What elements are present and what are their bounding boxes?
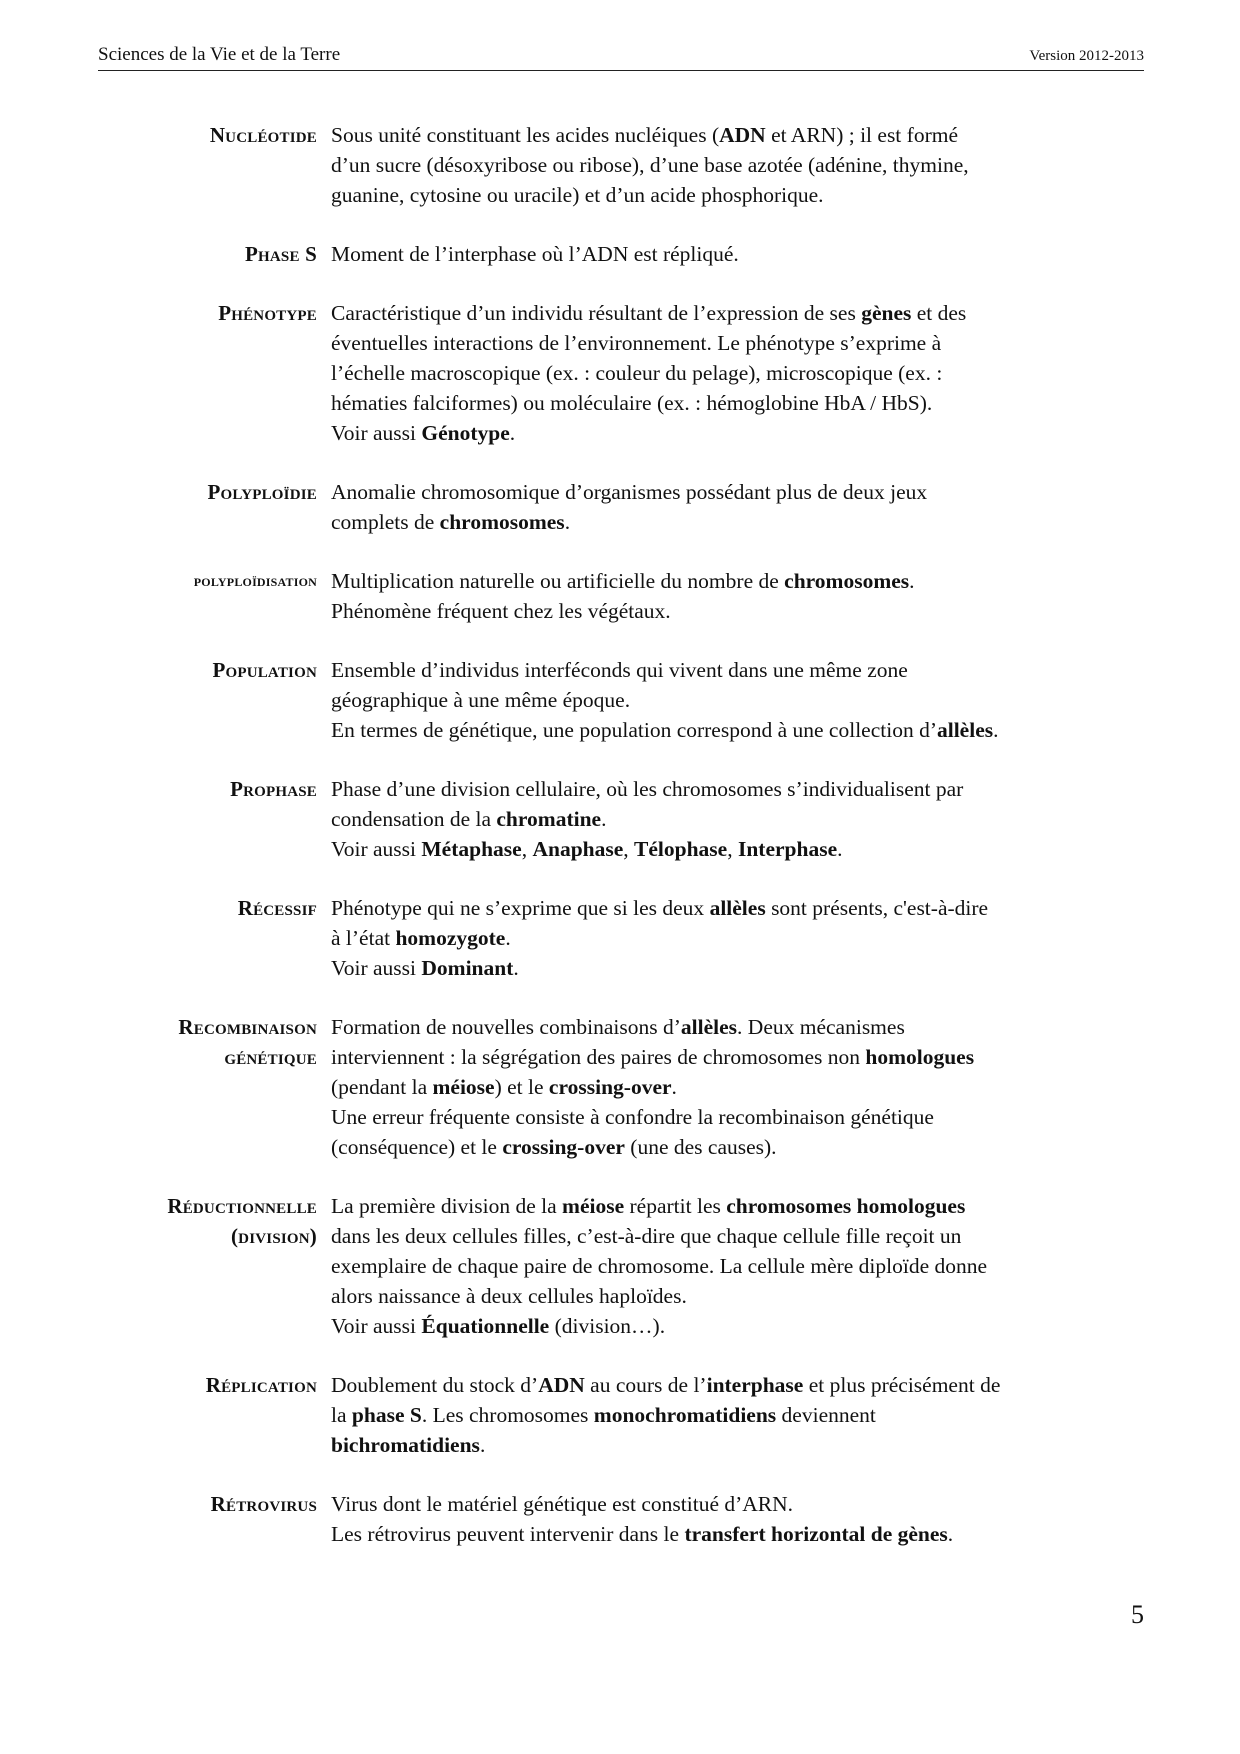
definition-keyword: Anaphase xyxy=(532,837,624,861)
definition-line xyxy=(331,923,1144,953)
glossary-definition xyxy=(331,477,1144,537)
glossary-term-line: Recombinaison xyxy=(178,1015,317,1039)
definition-keyword: Télophase xyxy=(634,837,728,861)
glossary-term xyxy=(98,477,331,537)
definition-text: ) et le xyxy=(494,1075,549,1099)
glossary-term xyxy=(98,120,331,210)
definition-text: géographique à une même époque. xyxy=(331,688,631,712)
definition-text: la xyxy=(331,1403,352,1427)
definition-text: Virus dont le matériel génétique est constitué d’ARN. xyxy=(331,1492,794,1516)
definition-keyword: chromosomes xyxy=(439,510,565,534)
definition-line xyxy=(331,804,1144,834)
definition-text: Phase d’une division cellulaire, où les chromosomes s’individualisent par xyxy=(331,777,964,801)
glossary-term xyxy=(98,298,331,448)
definition-line xyxy=(331,893,1144,923)
definition-text: (division…). xyxy=(549,1314,666,1338)
definition-text: . xyxy=(947,1522,954,1546)
definition-text: . xyxy=(601,807,607,831)
glossary-term xyxy=(98,1012,331,1162)
definition-text: Ensemble d’individus interféconds qui vivent dans une même zone xyxy=(331,658,908,682)
definition-text: . xyxy=(509,421,516,445)
glossary-entry xyxy=(98,239,1144,269)
glossary-term-line: génétique xyxy=(224,1045,317,1069)
definition-keyword: Métaphase xyxy=(421,837,522,861)
glossary-term xyxy=(98,239,331,269)
definition-line xyxy=(331,685,1144,715)
definition-line xyxy=(331,120,1144,150)
definition-text: condensation de la xyxy=(331,807,497,831)
definition-text: . xyxy=(837,837,843,861)
definition-text: interviennent : la ségrégation des paires de chromosomes non xyxy=(331,1045,866,1069)
glossary-term-line: Rétrovirus xyxy=(210,1492,317,1516)
definition-text: Sous unité constituant les acides nucléiques ( xyxy=(331,123,720,147)
definition-text: Anomalie chromosomique d’organismes possédant plus de deux jeux xyxy=(331,480,928,504)
definition-text: . xyxy=(909,569,915,593)
definition-line xyxy=(331,358,1144,388)
definition-text: Voir aussi xyxy=(331,421,422,445)
definition-line xyxy=(331,1102,1144,1132)
page-number: 5 xyxy=(1131,1600,1144,1629)
glossary-term-line: Réductionnelle xyxy=(167,1194,317,1218)
glossary-term-line: Réplication xyxy=(205,1373,317,1397)
definition-text: . xyxy=(505,926,511,950)
definition-text: , xyxy=(727,837,738,861)
definition-text: Les rétrovirus peuvent intervenir dans le xyxy=(331,1522,685,1546)
definition-text: Formation de nouvelles combinaisons d’ xyxy=(331,1015,681,1039)
definition-text: alors naissance à deux cellules haploïdes. xyxy=(331,1284,687,1308)
glossary-term-line: (division) xyxy=(230,1224,317,1248)
definition-keyword: monochromatidiens xyxy=(593,1403,777,1427)
definition-line xyxy=(331,1191,1144,1221)
definition-text: (une des causes). xyxy=(624,1135,777,1159)
glossary-term xyxy=(98,1489,331,1549)
definition-line xyxy=(331,1311,1144,1341)
definition-line xyxy=(331,1072,1144,1102)
definition-keyword: ADN xyxy=(719,123,766,147)
definition-text: (conséquence) et le xyxy=(331,1135,503,1159)
definition-text: exemplaire de chaque paire de chromosome. La cellule mère diploïde donne xyxy=(331,1254,988,1278)
definition-text: à l’état xyxy=(331,926,396,950)
definition-text: guanine, cytosine ou uracile) et d’un acide phosphorique. xyxy=(331,183,824,207)
definition-line xyxy=(331,1221,1144,1251)
glossary-entry xyxy=(98,298,1144,448)
definition-keyword: crossing-over xyxy=(548,1075,672,1099)
glossary-definition xyxy=(331,566,1144,626)
definition-text: . xyxy=(671,1075,677,1099)
glossary-term-line: Nucléotide xyxy=(209,123,317,147)
definition-keyword: homologues xyxy=(865,1045,975,1069)
glossary-entry xyxy=(98,566,1144,626)
definition-keyword: Dominant xyxy=(421,956,514,980)
definition-keyword: Génotype xyxy=(421,421,510,445)
glossary-entry xyxy=(98,477,1144,537)
definition-text: . xyxy=(564,510,571,534)
definition-keyword: chromatine xyxy=(496,807,602,831)
glossary-definition xyxy=(331,1370,1144,1460)
definition-text: . xyxy=(993,718,999,742)
glossary-term xyxy=(98,893,331,983)
definition-text: (pendant la xyxy=(331,1075,433,1099)
glossary-term-line: Phase S xyxy=(244,242,317,266)
glossary-term xyxy=(98,1370,331,1460)
definition-keyword: Interphase xyxy=(737,837,838,861)
definition-line xyxy=(331,239,1144,269)
glossary-term-line: Phénotype xyxy=(218,301,317,325)
definition-line xyxy=(331,418,1144,448)
definition-text: Voir aussi xyxy=(331,1314,422,1338)
page-header xyxy=(98,42,1144,71)
definition-text: l’échelle macroscopique (ex. : couleur du pelage), microscopique (ex. : xyxy=(331,361,943,385)
definition-text: , xyxy=(623,837,635,861)
definition-keyword: crossing-over xyxy=(502,1135,625,1159)
definition-line xyxy=(331,1251,1144,1281)
definition-line xyxy=(331,655,1144,685)
definition-text: Voir aussi xyxy=(331,956,422,980)
header-version: Version 2012-2013 xyxy=(1029,48,1144,64)
definition-text: . Deux mécanismes xyxy=(737,1015,905,1039)
definition-keyword: bichromatidiens xyxy=(331,1433,480,1457)
definition-text: complets de xyxy=(331,510,440,534)
definition-text: . xyxy=(513,956,519,980)
glossary-term xyxy=(98,774,331,864)
definition-line xyxy=(331,388,1144,418)
glossary-entry xyxy=(98,1489,1144,1549)
glossary-definition xyxy=(331,239,1144,269)
definition-keyword: méiose xyxy=(562,1194,625,1218)
definition-text: et plus précisément de xyxy=(803,1373,1001,1397)
definition-text: Caractéristique d’un individu résultant de l’expression de ses xyxy=(331,301,862,325)
glossary-term-line: Polyploïdie xyxy=(207,480,317,504)
definition-text: hématies falciformes) ou moléculaire (ex. : hémoglobine HbA / HbS). xyxy=(331,391,933,415)
definition-text: Multiplication naturelle ou artificielle du nombre de xyxy=(331,569,785,593)
definition-keyword: phase S xyxy=(351,1403,422,1427)
glossary-definition xyxy=(331,298,1144,448)
definition-keyword: chromosomes xyxy=(784,569,910,593)
glossary xyxy=(98,120,1144,1578)
definition-text: La première division de la xyxy=(331,1194,563,1218)
glossary-term xyxy=(98,1191,331,1341)
definition-line xyxy=(331,715,1144,745)
definition-line xyxy=(331,596,1144,626)
definition-text: répartit les xyxy=(624,1194,727,1218)
definition-keyword: transfert horizontal de gènes xyxy=(684,1522,948,1546)
glossary-definition xyxy=(331,893,1144,983)
definition-keyword: chromosomes homologues xyxy=(726,1194,966,1218)
definition-keyword: méiose xyxy=(432,1075,495,1099)
definition-line xyxy=(331,1489,1144,1519)
definition-text: dans les deux cellules filles, c’est-à-dire que chaque cellule fille reçoit un xyxy=(331,1224,962,1248)
definition-keyword: allèles xyxy=(680,1015,738,1039)
definition-text: . Les chromosomes xyxy=(421,1403,594,1427)
definition-text: En termes de génétique, une population correspond à une collection d’ xyxy=(331,718,937,742)
definition-line xyxy=(331,298,1144,328)
glossary-term-line: Récessif xyxy=(237,896,317,920)
definition-line xyxy=(331,1370,1144,1400)
glossary-entry xyxy=(98,893,1144,983)
definition-text: . xyxy=(479,1433,486,1457)
glossary-entry xyxy=(98,1370,1144,1460)
definition-text: éventuelles interactions de l’environnement. Le phénotype s’exprime à xyxy=(331,331,942,355)
definition-keyword: allèles xyxy=(709,896,766,920)
definition-text: d’un sucre (désoxyribose ou ribose), d’une base azotée (adénine, thymine, xyxy=(331,153,969,177)
glossary-definition xyxy=(331,655,1144,745)
definition-line xyxy=(331,1519,1144,1549)
definition-text: Phénomène fréquent chez les végétaux. xyxy=(331,599,671,623)
glossary-entry xyxy=(98,1191,1144,1341)
glossary-term xyxy=(98,655,331,745)
definition-line xyxy=(331,774,1144,804)
glossary-entry xyxy=(98,120,1144,210)
definition-line xyxy=(331,507,1144,537)
header-subject: Sciences de la Vie et de la Terre xyxy=(98,44,341,65)
definition-line xyxy=(331,180,1144,210)
glossary-term-line: polyploïdisation xyxy=(193,571,317,590)
definition-text: Doublement du stock d’ xyxy=(331,1373,539,1397)
definition-text: au cours de l’ xyxy=(584,1373,707,1397)
definition-text: Moment de l’interphase où l’ADN est répliqué. xyxy=(331,242,739,266)
glossary-entry xyxy=(98,774,1144,864)
definition-line xyxy=(331,953,1144,983)
definition-keyword: ADN xyxy=(538,1373,585,1397)
definition-line xyxy=(331,1042,1144,1072)
definition-line xyxy=(331,1132,1144,1162)
definition-line xyxy=(331,477,1144,507)
definition-text: sont présents, c'est-à-dire xyxy=(765,896,989,920)
glossary-definition xyxy=(331,1191,1144,1341)
definition-keyword: gènes xyxy=(861,301,912,325)
definition-line xyxy=(331,1430,1144,1460)
definition-keyword: homozygote xyxy=(395,926,506,950)
definition-line xyxy=(331,328,1144,358)
definition-text: Phénotype qui ne s’exprime que si les deux xyxy=(331,896,710,920)
glossary-term-line: Prophase xyxy=(230,777,317,801)
glossary-entry xyxy=(98,1012,1144,1162)
definition-text: , xyxy=(521,837,533,861)
glossary-definition xyxy=(331,1012,1144,1162)
definition-keyword: interphase xyxy=(706,1373,804,1397)
definition-line xyxy=(331,1281,1144,1311)
definition-keyword: Équationnelle xyxy=(421,1314,550,1338)
definition-line xyxy=(331,566,1144,596)
definition-text: deviennent xyxy=(776,1403,876,1427)
definition-line xyxy=(331,1400,1144,1430)
definition-text: et ARN) ; il est formé xyxy=(765,123,958,147)
glossary-definition xyxy=(331,774,1144,864)
definition-text: et des xyxy=(911,301,967,325)
definition-text: Voir aussi xyxy=(331,837,422,861)
glossary-entry xyxy=(98,655,1144,745)
glossary-definition xyxy=(331,120,1144,210)
definition-line xyxy=(331,834,1144,864)
glossary-term xyxy=(98,566,331,626)
glossary-definition xyxy=(331,1489,1144,1549)
definition-keyword: allèles xyxy=(936,718,994,742)
glossary-term-line: Population xyxy=(212,658,317,682)
definition-text: Une erreur fréquente consiste à confondre la recombinaison génétique xyxy=(331,1105,934,1129)
definition-line xyxy=(331,150,1144,180)
definition-line xyxy=(331,1012,1144,1042)
